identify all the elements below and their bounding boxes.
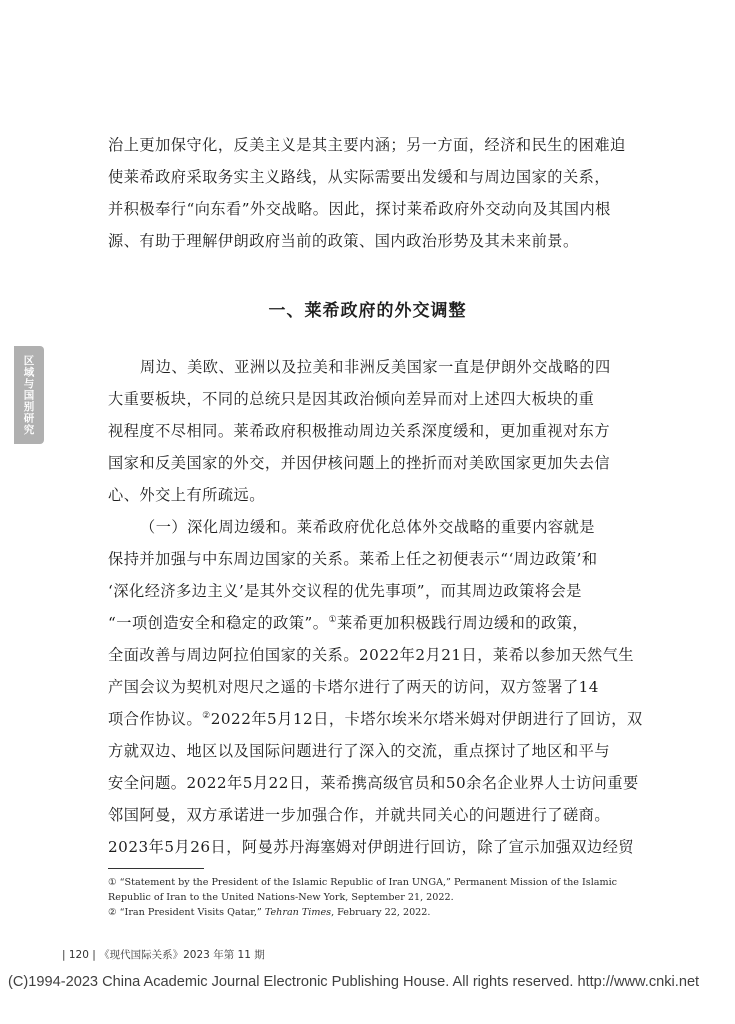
footnote-text: ② “Iran President Visits Qatar,” [108,907,265,918]
body-line: 视程度不尽相同。莱希政府积极推动周边关系深度缓和，更加重视对东方 [108,422,610,440]
body-line: 心、外交上有所疏远。 [108,486,265,504]
body-text: 莱希更加积极践行周边缓和的政策， [337,614,589,632]
footnote-1-line: Republic of Iran to the United Nations-New York, September 21, 2022. [108,892,454,903]
body-line: （一）深化周边缓和。莱希政府优化总体外交战略的重要内容就是 [140,518,595,536]
body-text: “一项创造安全和稳定的政策”。 [108,614,329,632]
intro-line: 并积极奉行“向东看”外交战略。因此，探讨莱希政府外交动向及其国内根 [108,200,611,218]
body-line: 全面改善与周边阿拉伯国家的关系。2022年2月21日，莱希以参加天然气生 [108,646,635,664]
section-heading: 一、莱希政府的外交调整 [268,301,467,321]
body-line: 方就双边、地区以及国际问题进行了深入的交流，重点探讨了地区和平与 [108,742,610,760]
body-line [108,709,643,729]
side-tab-label: 区域与国别研究 [22,354,35,436]
body-line: ‘深化经济多边主义’是其外交议程的优先事项”，而其周边政策将会是 [108,582,582,600]
body-line: 保持并加强与中东周边国家的关系。莱希上任之初便表示“‘周边政策’和 [108,550,598,568]
body-line: 国家和反美国家的外交，并因伊核问题上的挫折而对美欧国家更加失去信 [108,454,610,472]
footnote-ref-1[interactable]: ① [328,614,338,625]
body-line: 2023年5月26日，阿曼苏丹海塞姆对伊朗进行回访，除了宣示加强双边经贸 [108,838,635,856]
body-line: 大重要板块，不同的总统只是因其政治倾向差异而对上述四大板块的重 [108,390,595,408]
footnote-2 [108,907,430,918]
footnote-source: Tehran Times [264,907,332,918]
body-line: 产国会议为契机对咫尺之遥的卡塔尔进行了两天的访问，双方签署了14 [108,678,599,696]
footnote-1-line: ① “Statement by the President of the Islamic Republic of Iran UNGA,” Permanent Mission of the Islamic [108,877,618,888]
section-side-tab [14,346,44,444]
body-line: 邻国阿曼，双方承诺进一步加强合作，并就共同关心的问题进行了磋商。 [108,806,610,824]
footnote-divider [108,868,204,869]
footnote-text: , February 22, 2022. [331,907,431,918]
page-footer: | 120 | 《现代国际关系》2023 年第 11 期 [62,949,265,961]
copyright-notice: (C)1994-2023 China Academic Journal Electronic Publishing House. All rights reserved. http://www.cnki.net [8,974,700,990]
body-text: 2022年5月12日，卡塔尔埃米尔塔米姆对伊朗进行了回访，双 [210,710,643,728]
intro-line: 使莱希政府采取务实主义路线，从实际需要出发缓和与周边国家的关系， [108,168,610,186]
body-line: 周边、美欧、亚洲以及拉美和非洲反美国家一直是伊朗外交战略的四 [140,358,611,376]
body-line [108,613,588,633]
body-line: 安全问题。2022年5月22日，莱希携高级官员和50余名企业界人士访问重要 [108,774,639,792]
body-text: 项合作协议。 [108,710,203,728]
footnote-ref-2[interactable]: ② [202,710,211,721]
intro-line: 治上更加保守化，反美主义是其主要内涵；另一方面，经济和民生的困难迫 [108,136,626,154]
intro-line: 源、有助于理解伊朗政府当前的政策、国内政治形势及其未来前景。 [108,232,579,250]
